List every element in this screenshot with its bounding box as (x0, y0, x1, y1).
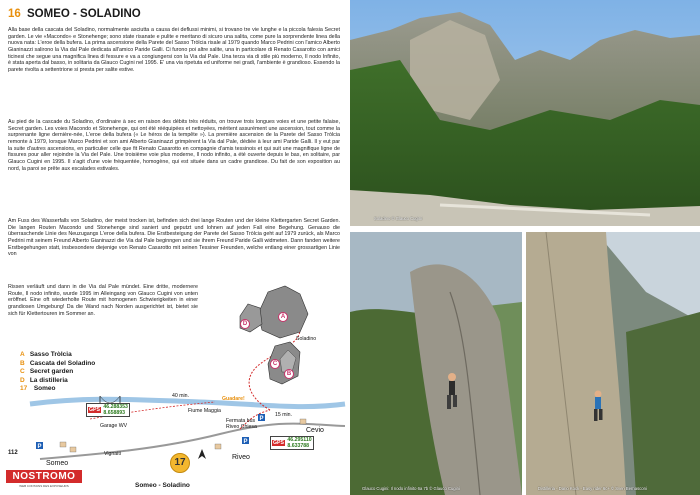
gps-lat: 46.295110 (287, 437, 312, 443)
legend-item: D La distilleria (20, 376, 68, 384)
gps-box-someo (86, 403, 130, 417)
sector-marker-d: D (240, 319, 250, 329)
logo-subtitle: WEB CONTAINS DES EXPOSEURS (19, 484, 69, 488)
river-maggia (30, 399, 345, 406)
gps-lon: 8.633788 (287, 443, 310, 449)
parking-letter-3: P (37, 444, 42, 450)
photo-soladino-valley (350, 0, 700, 226)
legend-item: B Cascata del Soladino (20, 359, 96, 367)
label-garage: Garage WV (100, 423, 128, 429)
parking-letter-2: P (243, 439, 248, 445)
chapter-title (8, 8, 141, 20)
sector-marker-a: A (278, 312, 288, 322)
label-40min: 40 min. (172, 393, 190, 399)
label-soladino: Soladino (296, 336, 317, 342)
photo-climber-nodo-infinito (350, 232, 522, 495)
house-icon (215, 444, 221, 449)
chapter-number: 16 (8, 8, 21, 20)
gps-tag: GPS (273, 440, 284, 447)
valley-photo (350, 0, 700, 226)
page-footer: Someo - Soladino (135, 482, 190, 489)
label-someo: Someo (46, 460, 69, 467)
gps-values (103, 404, 128, 416)
north-arrow (198, 449, 206, 459)
logo-name: NOSTROMO (6, 470, 82, 483)
sector-legend (20, 351, 95, 394)
french-text: Au pied de la cascade du Soladino, d'ordinaire à sec en raison des débits très réduits, on trouve trois longues voies et une petite falaise, Secret garden. Les voies Macondo et Stonehenge, qui ont été rééquipées et nettoyées, méritent assurément une ascension, tout comme la surprenante ligne dernière-née, L'eroe della bufera (« Le héros de la tempête »). La première ascension de la Parete del Sasso Tròlcia remonte à 1979, lorsque Marco Pedrini et son ami Alberto Gianinazzi grimpèrent la Via dal Pale, dédiée à leur ami Paride Galli. Il y eut par la suite d'autres ascensions, en particulier celle que fit Renato Casarotto en compagnie d'amis tessinois et qui suit une magnifique ligne de fissures pour aller rejoindre la Via del Pale. Une troisième voie plus moderne, Il nodo infinito, a été ouverte depuis le bas, en solitaire, par Glauco Cugini en 1995. Il s'agit d'une voie fréquentée, homogène, qui est située dans un cadre grandiose. Du fait de son exposition au nord, la paroi se prête aux escalades estivales. (8, 119, 340, 172)
climber-photo-2 (526, 232, 700, 495)
gps-lon: 8.658893 (103, 410, 126, 416)
nostromo-logo (6, 458, 82, 492)
climber-photo-1 (350, 232, 522, 495)
label-15min: 15 min. (275, 412, 293, 418)
gps-tag: GPS (89, 407, 100, 414)
house-icon (70, 447, 76, 452)
caption-bottom-left: Glauco Cugini: Il nodo infinito 6a 7b © Glauco Cugini (362, 486, 460, 491)
italian-text: Alla base della cascata del Soladino, normalmente asciutta a causa dei deflussi minimi, si trovano tre vie lunghe e la piccola falesia Secret garden. Le vie «Macondo» e Stonehenge; sono state risanate e pulite e meritano di sicuro una salita, come pure la sorprendente linea della nuova nata: L'eroe della bufera. La prima ascensione della Parete del Sasso Tròlcia risale al 1979 quando Marco Pedrini con l'amico Alberto Gianinazzi salirono la Via dal Pale dedicata all'amico Paride Galli. Ci furono poi altre salite, una in particolare di Renato Casarotto con amici ticinesi che segue una magnifica linea di fessure e va a congiungersi con la Via dal Pale. Una terza via di stile più moderno, Il nodo Infinito, è stata aperta dal basso, in solitaria da Glauco Cugini nel 1995. E' una via ripetuta ed uniforme nei gradi, l'ambiente è grandioso. Essendo la parete rivolta a settentrione si presta per salite estive. (8, 27, 340, 73)
label-cevio: Cevio (306, 427, 324, 434)
label-riveo: Riveo (232, 454, 250, 461)
sector-17-marker: 17 (170, 453, 190, 473)
gps-lat: 46.288353 (103, 404, 128, 410)
sector-marker-c: C (270, 359, 280, 369)
label-fiume: Fiume Maggia (188, 408, 221, 414)
house-icon (300, 419, 306, 424)
chapter-name: SOMEO - SOLADINO (27, 8, 141, 20)
caption-bottom-right: Distilleria - Dario Kock - Easy rider 6c+ © Sven Bernasconi (538, 486, 647, 491)
page-number: 112 (8, 450, 18, 456)
gps-box-riveo (270, 436, 314, 450)
legend-item: 17 Someo (20, 385, 56, 393)
caption-top: Soladino © Glauco Cugini (374, 216, 423, 221)
legend-item: C Secret garden (20, 368, 74, 376)
parking-letter-1: P (259, 416, 264, 422)
sector-marker-b: B (284, 369, 294, 379)
german-text-2: Rissen verläuft und dann in die Via dal Pale mündet. Eine dritte, modernere Route, Il nodo infinito, wurde 1995 im Alleingang von Glauco Cugini von unten eröffnet. Eine oft wiederholte Route mit homogenen Schwierigkeiten in einer grandiosen Umgebung! Da die Wand nach Norden ausgerichtet ist, bietet sie sich für Klettertouren im Sommer an. (8, 284, 198, 317)
photo-climber-distilleria (526, 232, 700, 495)
label-guadare: Guadare! (222, 396, 245, 402)
label-vignaiti: Vignaiti (104, 451, 121, 457)
house-icon (60, 442, 66, 447)
german-text-1: Am Fuss des Wasserfalls von Soladino, der meist trocken ist, befinden sich drei lange Routen und der kleine Klettergarten Secret Garden. Die langen Routen Macondo und Stonehenge sind saniert und geputzt und lohnen auf jeden Fall eine Begehung. Genauso die überraschende Linie des Neuzugangs L'eroe della bufera. Die Erstbesteigung der Parete del Sasso Tròlcia geht auf 1979 zurück, als Marco Pedrini mit seinem Freund Alberto Gianinazzi die Via dal Pale beginngen und sie ihrem Freund Paride Galli widmeten. Dann fanden weitere Erstbegehungen statt, insbesondere diejenige von Renato Casarotto mit seinen Tessiner Freunden, welche entlang einer grossartigen Linie von (8, 218, 340, 258)
label-fermata: Fermata bus Riveo Chiesa (226, 418, 257, 430)
gps-values (287, 437, 311, 449)
legend-item: A Sasso Tròlcia (20, 351, 72, 358)
right-page (350, 0, 700, 495)
